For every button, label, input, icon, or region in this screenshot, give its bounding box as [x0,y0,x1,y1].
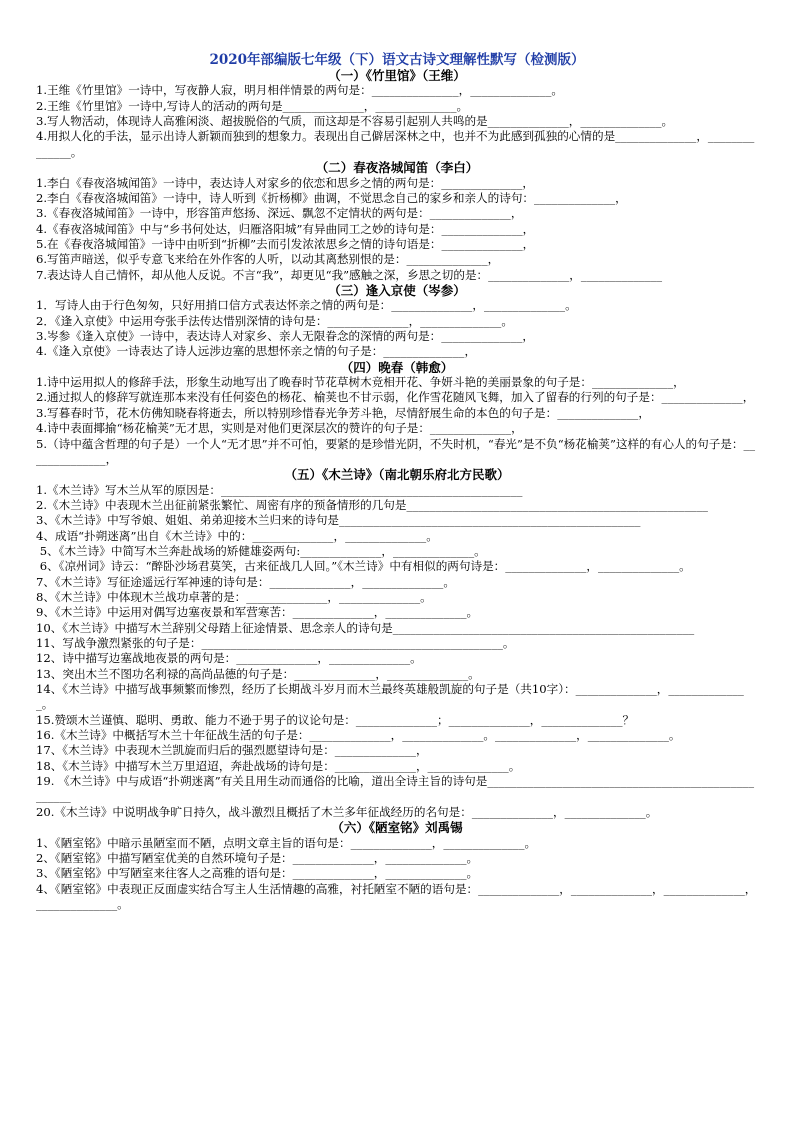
document-title: 2020年部编版七年级（下）语文古诗文理解性默写（检测版） [209,52,585,68]
question-line: 19. 《木兰诗》中与成语“扑朔迷离”有关且用生动而通俗的比喻，道出全诗主旨的诗句是____________________________________________________ [36,774,755,804]
question-line: 2.王维《竹里馆》一诗中,写诗人的活动的两句是______________，______________。 [36,98,469,113]
question-line: 15.赞颂木兰谨慎、聪明、勇敢、能力不逊于男子的议论句是：______________；______________，______________？ [36,712,635,727]
section-title-1: （一）《竹里馆》（王维） [328,68,466,83]
question-line: 2．《逢入京使》中运用夸张手法传达惜别深情的诗句是：______________，______________。 [36,313,513,328]
question-line: 7、《木兰诗》写征途遥远行军神速的诗句是：______________，______________。 [36,574,455,589]
question-line: 20.《木兰诗》中说明战争旷日持久，战斗激烈且概括了木兰多年征战经历的名句是：______________，______________。 [36,804,658,819]
question-line: 1.诗中运用拟人的修辞手法，形象生动地写出了晚春时节花草树木竞相开花、争妍斗艳的美丽景象的句子是：______________， [36,375,685,390]
question-line: 18、《木兰诗》中描写木兰万里迢迢，奔赴战场的诗句是：______________，______________。 [36,758,521,773]
question-line: 4.《春夜洛城闻笛》中与“乡书何处达，归雁洛阳城”有异曲同工之妙的诗句是：______________， [36,221,535,236]
section-title-2: （二）春夜洛城闻笛（李白） [315,160,479,176]
question-line: 4.诗中表面揶揄“杨花榆荚”无才思，实则是对他们更深层次的赞许的句子是：______________， [36,421,523,436]
question-line: 3、《木兰诗》中写爷娘、姐姐、弟弟迎接木兰归来的诗句是____________________________________________________ [36,513,641,528]
question-line: 17、《木兰诗》中表现木兰凯旋而归后的强烈愿望诗句是：______________， [36,743,428,758]
question-line: 2.通过拟人的修辞写就连那本来没有任何姿色的杨花、榆荚也不甘示弱，化作雪花随风飞舞，加入了留春的行列的句子是：______________， [36,390,755,405]
question-line: 11、写战争激烈紧张的句子是：____________________________________________________。 [36,636,515,651]
question-line: 14、《木兰诗》中描写战事频繁而惨烈，经历了长期战斗岁月而木兰最终英雄般凯旋的句子是（共10字）：______________，______________。 [36,682,744,712]
question-line: 13、突出木兰不图功名利禄的高尚品德的句子是：______________，______________。 [36,666,480,681]
section-title-5: （五）《木兰诗》（南北朝乐府北方民歌） [284,467,510,483]
question-line: 9、《木兰诗》中运用对偶写边塞夜景和军营寒苦：______________，______________。 [36,605,479,620]
question-line: 4.《逢入京使》一诗表达了诗人远涉边塞的思想怀亲之情的句子是：______________， [36,344,477,359]
question-line: 1.王维《竹里馆》一诗中，写夜静人寂，明月相伴情景的两句是：_______________，______________。 [36,83,563,98]
question-line: 4、《陋室铭》中表现正反面虚实结合写主人生活情趣的高雅，衬托陋室不陋的语句是：______________，______________，______________，______________。 [36,881,757,911]
question-line: 3、《陋室铭》中写陋室来往客人之高雅的语句是：______________，______________。 [36,866,479,881]
question-line: 4.用拟人化的手法，显示出诗人新颖而独到的想象力。表现出自己僻居深林之中，也并不为此感到孤独的心情的是______________，______________。 [36,129,755,159]
question-line: 3.岑参《逢入京使》一诗中，表达诗人对家乡、亲人无限眷念的深情的两句是：______________， [36,329,535,344]
question-line: 7.表达诗人自己情怀，却从他人反说。不言“我”，却更见“我”感触之深，乡思之切的是：______________，______________ [36,267,663,282]
question-line: 5、《木兰诗》中简写木兰奔赴战场的矫健雄姿两句:______________，______________。 [36,543,486,558]
question-line: 16.《木兰诗》中概括写木兰十年征战生活的句子是：______________，______________。______________，______________。 [36,728,681,743]
question-line: 12、诗中描写边塞战地夜景的两句是：______________，______________。 [36,651,422,666]
section-title-3: （三）逢入京使（岑参） [328,282,466,298]
question-line: 3.写人物活动，体现诗人高雅闲淡、超拔脱俗的气质，而这却是不容易引起别人共鸣的是______________，______________。 [36,114,674,129]
question-line: 1.《木兰诗》写木兰从军的原因是：____________________________________________________ [36,482,523,497]
question-line: 3.《春夜洛城闻笛》一诗中，形容笛声悠扬、深远、飘忽不定情状的两句是：______________， [36,206,523,221]
question-line: 3.写暮春时节，花木仿佛知晓春将逝去，所以特别珍惜春光争芳斗艳，尽情舒展生命的本色的句子是：______________， [36,405,650,420]
question-line: 1．写诗人由于行色匆匆，只好用捎口信方式表达怀亲之情的两句是：______________，______________。 [36,298,577,313]
section-title-6: （六）《陋室铭》刘禹锡 [331,820,463,836]
question-line: 10、《木兰诗》中描写木兰辞别父母踏上征途情景、思念亲人的诗句是____________________________________________________ [36,620,695,635]
question-line: 6.写笛声暗送，似乎专意飞来给在外作客的人听，以动其离愁别恨的是：______________， [36,252,500,267]
question-line: 4、成语“扑朔迷离”出自《木兰诗》中的：______________，______________。 [36,528,438,543]
question-line: 5.在《春夜洛城闻笛》一诗中由听到“折柳”去而引发浓浓思乡之情的诗句语是：______________， [36,236,535,251]
question-line: 8、《木兰诗》中体现木兰战功卓著的是：______________，______________。 [36,590,432,604]
question-line: 5.（诗中蕴含哲理的句子是）一个人“无才思”并不可怕，要紧的是珍惜光阴，不失时机，“春光”是不负“杨花榆荚”这样的有心人的句子是：______________， [36,436,756,466]
question-line: 2、《陋室铭》中描写陋室优美的自然环境句子是：______________，______________。 [36,850,479,865]
section-title-4: （四）晚春（韩愈） [340,359,454,375]
question-line: 2.李白《春夜洛城闻笛》一诗中，诗人听到《折杨柳》曲调，不觉思念自己的家乡和亲人的诗句：______________， [36,190,627,205]
question-line: 2.《木兰诗》中表现木兰出征前紧张繁忙、周密有序的预备情形的几句是____________________________________________________ [36,497,708,512]
question-line: 1.李白《春夜洛城闻笛》一诗中，表达诗人对家乡的依恋和思乡之情的两句是：______________， [36,175,535,190]
question-line: 1、《陋室铭》中暗示虽陋室而不陋，点明文章主旨的语句是：______________，______________。 [36,835,537,850]
question-line: 6、《凉州词》诗云：“醉卧沙场君莫笑，古来征战几人回。”《木兰诗》中有相似的两句诗是：______________，______________。 [36,559,691,574]
